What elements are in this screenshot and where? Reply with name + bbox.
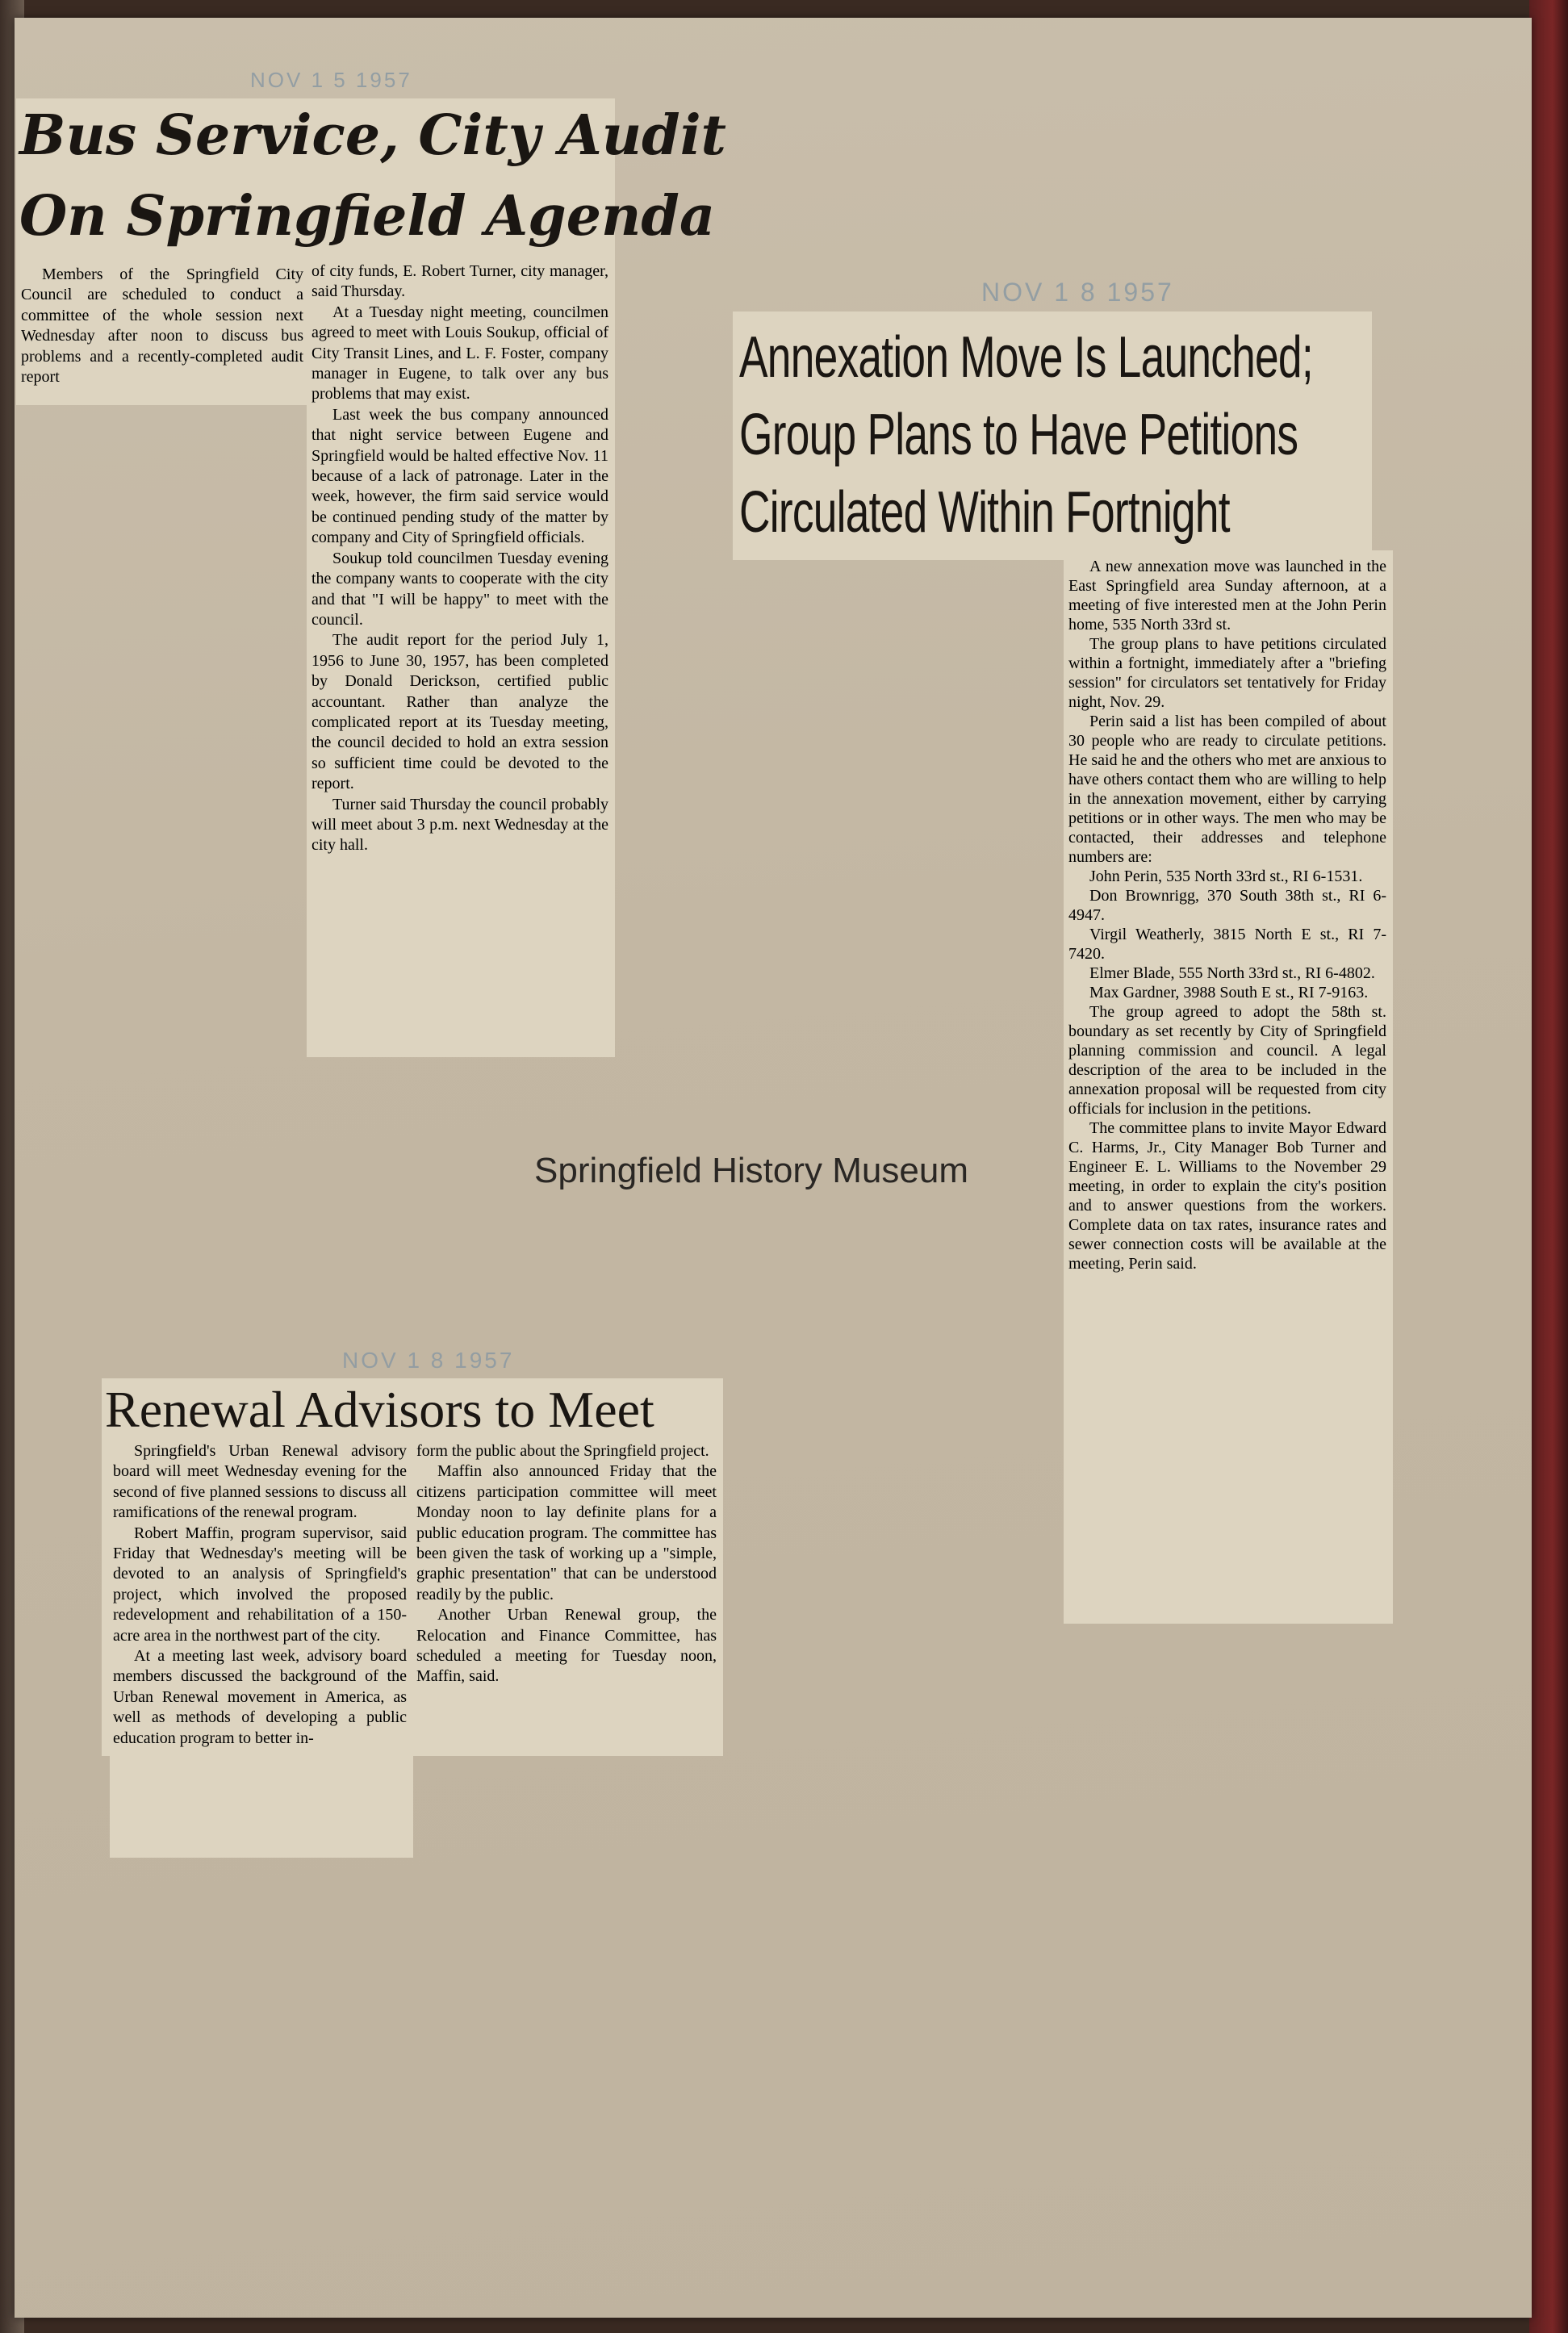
headline-renewal: Renewal Advisors to Meet <box>105 1381 654 1438</box>
date-stamp-annex: NOV 1 8 1957 <box>981 278 1174 307</box>
renewal-paragraph: Another Urban Renewal group, the Relocation and Finance Committee, has scheduled a meeting for Tuesday noon, Maffin, said. <box>416 1606 717 1686</box>
annex-contact: Virgil Weatherly, 3815 North E st., RI 7-7420. <box>1068 926 1386 963</box>
clipping-renewal-tail <box>110 1756 413 1858</box>
annex-paragraph: The group plans to have petitions circulated within a fortnight, immediately after a "briefing session" for circulators set tentatively for Friday night, Nov. 29. <box>1068 635 1386 711</box>
headline-bus-line1: Bus Service, City Audit <box>19 103 726 168</box>
headline-bus-line2: On Springfield Agenda <box>19 184 716 249</box>
bus-paragraph: Members of the Springfield City Council are scheduled to conduct a committee of the whole session next Wednesday after noon to discuss bus problems and a recently-completed audit report <box>21 265 303 387</box>
headline-annex-line2: Group Plans to Have Petitions <box>739 403 1298 467</box>
headline-annex-line1: Annexation Move Is Launched; <box>739 325 1313 390</box>
annex-paragraph: Perin said a list has been compiled of about 30 people who are ready to circulate petitions. He said he and the others who met are anxious to have others contact them who are willing to help in the annexation movement, either by carrying petitions or in other ways. The men who may be contacted, their addresses and telephone numbers are: <box>1068 713 1386 866</box>
renewal-paragraph: At a meeting last week, advisory board members discussed the background of the Urban Renewal movement in America, as well as methods of developing a public education program to better in- <box>113 1647 407 1747</box>
clipping-annexation-header <box>733 311 1372 560</box>
renewal-paragraph: form the public about the Springfield project. <box>416 1442 709 1460</box>
renewal-paragraph: Springfield's Urban Renewal advisory board will meet Wednesday evening for the second of five planned sessions to discuss all ramifications of the renewal program. <box>113 1442 407 1522</box>
bus-column-1 <box>21 265 303 387</box>
museum-watermark: Springfield History Museum <box>534 1151 968 1190</box>
date-stamp-renewal: NOV 1 8 1957 <box>342 1348 515 1373</box>
renewal-paragraph: Robert Maffin, program supervisor, said Friday that Wednesday's meeting will be devoted to an analysis of Springfield's project, which involved the proposed redevelopment and rehabilitation of a 150-acre area in the northwest part of the city. <box>113 1524 407 1645</box>
bus-paragraph: Turner said Thursday the council probably will meet about 3 p.m. next Wednesday at the city hall. <box>312 795 608 855</box>
annex-paragraph: A new annexation move was launched in the East Springfield area Sunday afternoon, at a meeting of five interested men at the John Perin home, 535 North 33rd st. <box>1068 558 1386 633</box>
annex-column <box>1068 557 1386 1273</box>
bus-paragraph: Soukup told councilmen Tuesday evening the company wants to cooperate with the city and that "I will be happy" to meet with the council. <box>312 549 608 629</box>
renewal-column-2 <box>416 1441 717 1687</box>
renewal-column-1 <box>113 1441 407 1749</box>
bus-paragraph: Last week the bus company announced that night service between Eugene and Springfield would be halted effective Nov. 11 because of a lack of patronage. Later in the week, however, the firm said service would be continued pending study of the matter by company and City of Springfield officials. <box>312 405 608 547</box>
annex-contact: John Perin, 535 North 33rd st., RI 6-1531. <box>1089 868 1363 885</box>
annex-contact: Max Gardner, 3988 South E st., RI 7-9163. <box>1089 984 1369 1001</box>
bus-paragraph: At a Tuesday night meeting, councilmen agreed to meet with Louis Soukup, official of City Transit Lines, and L. F. Foster, company manager in Eugene, to talk over any bus problems that may exist. <box>312 303 608 403</box>
renewal-paragraph: Maffin also announced Friday that the citizens participation committee will meet Monday noon to lay definite plans for a public education program. The committee has been given the task of working up a "simple, graphic presentation" that can be understood readily by the public. <box>416 1462 717 1603</box>
bus-column-2 <box>312 261 608 856</box>
annex-paragraph: The committee plans to invite Mayor Edward C. Harms, Jr., City Manager Bob Turner and Engineer E. L. Williams to the November 29 meeting, in order to explain the city's position and to answer questions from the workers. Complete data on tax rates, insurance rates and sewer connection costs will be available at the meeting, Perin said. <box>1068 1119 1386 1273</box>
headline-annex-line3: Circulated Within Fortnight <box>739 480 1230 545</box>
album-cover-edge <box>1529 0 1568 2333</box>
annex-paragraph: The group agreed to adopt the 58th st. boundary as set recently by City of Springfield planning commission and council. A legal description of the area to be included in the annexation proposal will be requested from city officials for inclusion in the petitions. <box>1068 1003 1386 1118</box>
bus-paragraph: The audit report for the period July 1, 1956 to June 30, 1957, has been completed by Donald Derickson, certified public accountant. Rather than analyze the complicated report at its Tuesday meeting, the council decided to hold an extra session so sufficient time could be devoted to the report. <box>312 631 608 793</box>
annex-contact: Don Brownrigg, 370 South 38th st., RI 6-4947. <box>1068 887 1386 924</box>
bus-paragraph: of city funds, E. Robert Turner, city manager, said Thursday. <box>312 262 608 301</box>
date-stamp-bus: NOV 1 5 1957 <box>250 68 412 92</box>
annex-contact: Elmer Blade, 555 North 33rd st., RI 6-4802. <box>1089 964 1375 982</box>
